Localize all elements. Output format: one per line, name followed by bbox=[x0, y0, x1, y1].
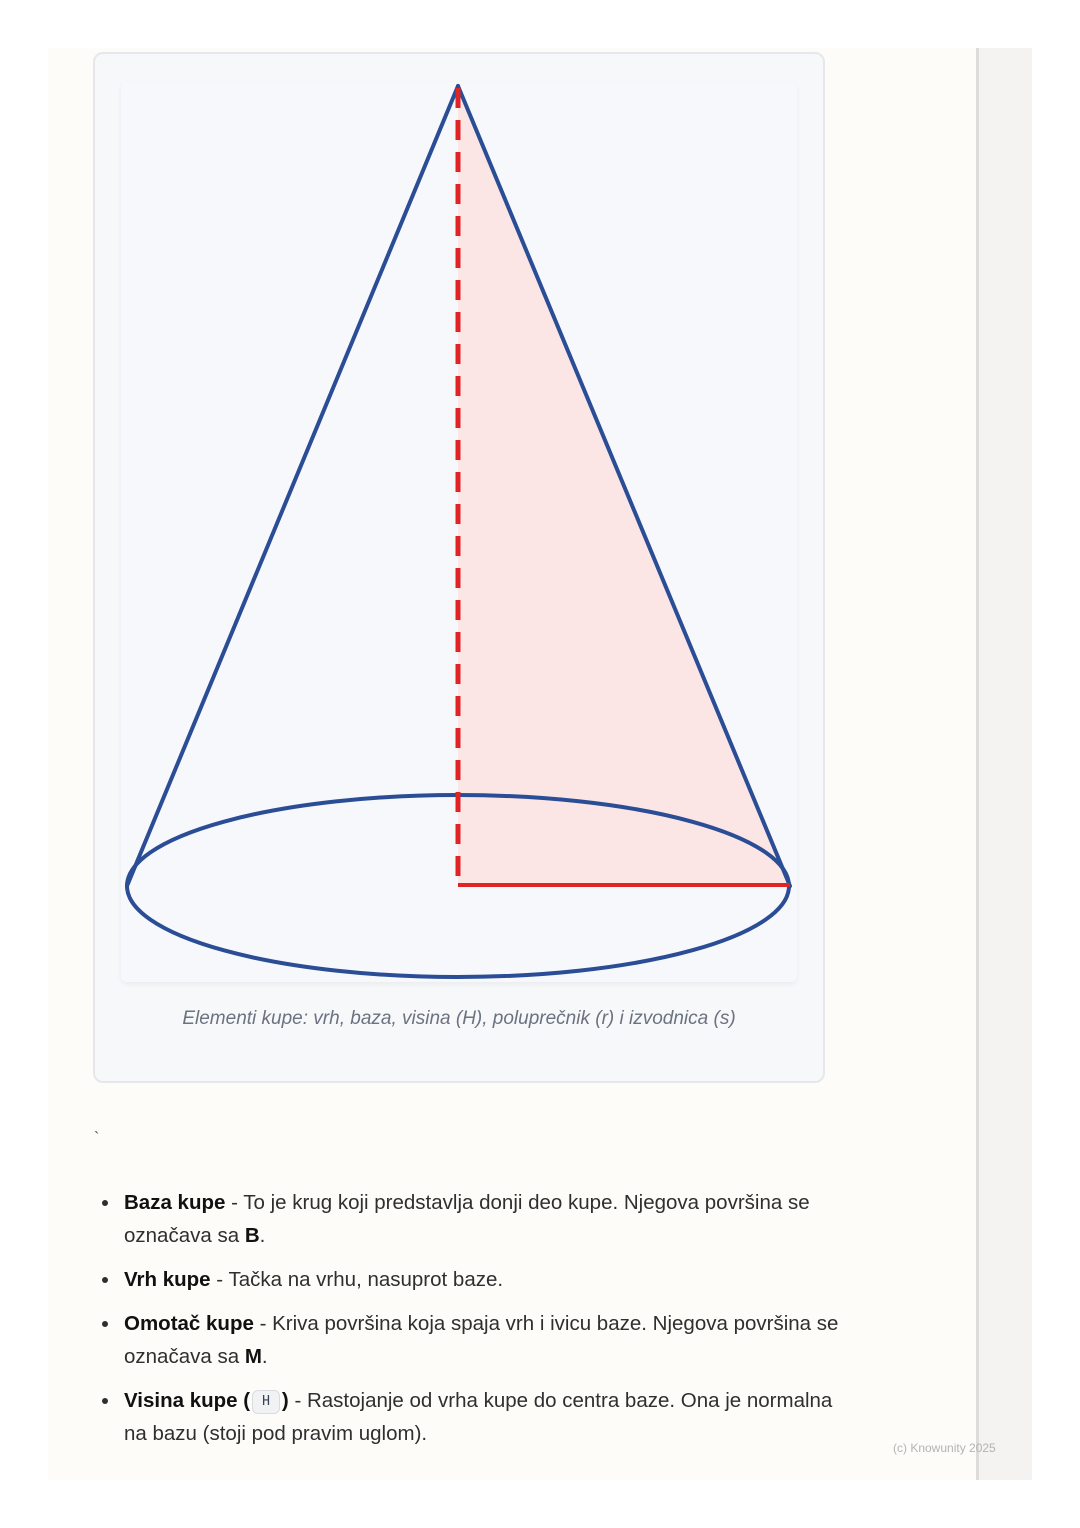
list-item-height: Visina kupe ( H ) - Rastojanje od vrha kupe do centra baze. Ona je normalna na bazu (stoji pod pravim uglom). bbox=[124, 1384, 844, 1450]
term-base: Baza kupe bbox=[124, 1191, 226, 1214]
cone-diagram bbox=[121, 82, 797, 982]
list-item-lateral-surface: Omotač kupe - Kriva površina koja spaja vrh i ivicu baze. Njegova površina se označava sa M. bbox=[124, 1307, 844, 1373]
symbol-b: B bbox=[244, 1224, 260, 1247]
stray-backtick: ` bbox=[94, 1130, 100, 1147]
list-item-base: Baza kupe - To je krug koji predstavlja donji deo kupe. Njegova površina se označava sa B. bbox=[124, 1186, 844, 1252]
page-edge-rail bbox=[976, 48, 1032, 1480]
list-item-apex: Vrh kupe - Tačka na vrhu, nasuprot baze. bbox=[124, 1263, 844, 1296]
term-apex: Vrh kupe bbox=[124, 1268, 211, 1291]
symbol-m: M bbox=[244, 1345, 262, 1368]
term-lateral-surface: Omotač kupe bbox=[124, 1312, 254, 1335]
inline-code-h: H bbox=[252, 1390, 280, 1414]
slant-height-left bbox=[127, 86, 458, 886]
figure-caption: Elementi kupe: vrh, baza, visina (H), poluprečnik (r) i izvodnica (s) bbox=[182, 1008, 736, 1029]
term-height: Visina kupe ( bbox=[124, 1389, 251, 1412]
cone-svg bbox=[121, 82, 797, 982]
cone-elements-list bbox=[124, 1186, 844, 1461]
copyright-footer: (c) Knowunity 2025 bbox=[893, 1441, 996, 1455]
